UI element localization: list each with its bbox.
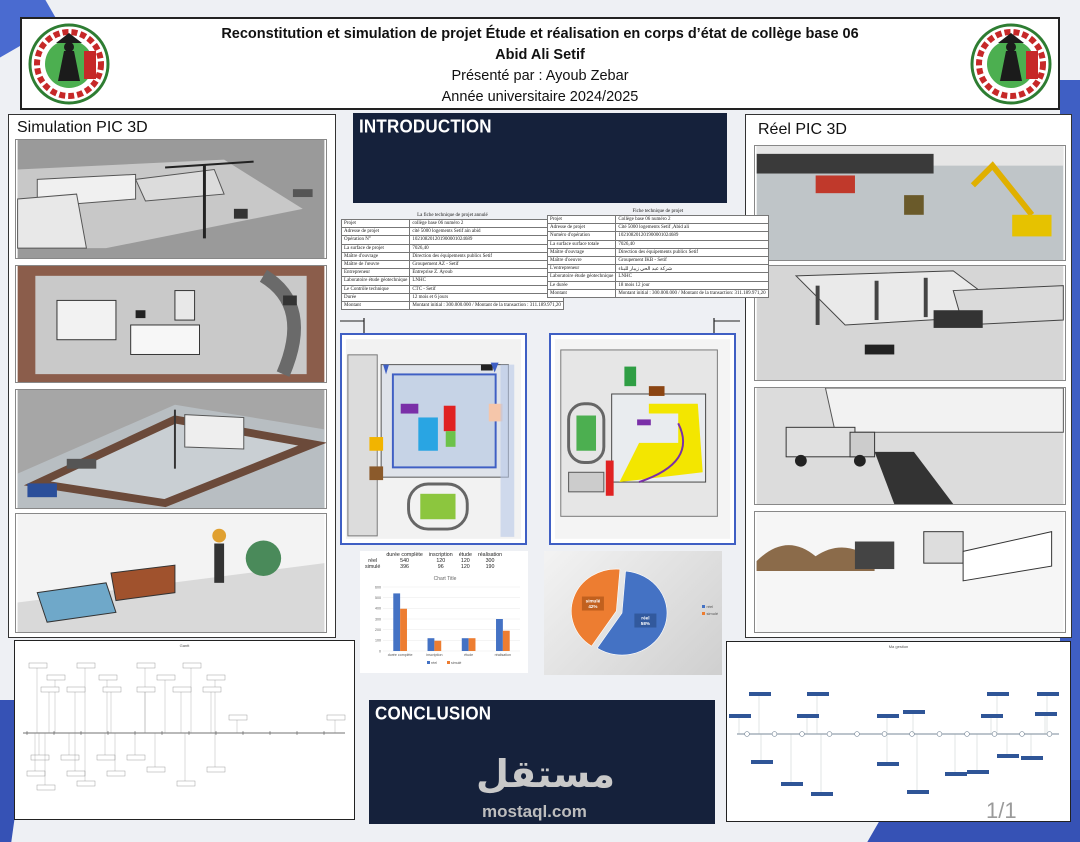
fiche-left-value: Direction des équipements publics Setif: [410, 252, 564, 260]
fiche-right-caption: Fiche technique de projet: [632, 209, 684, 214]
watermark-latin: mostaql.com: [482, 802, 587, 821]
fiche-right-key: Numéro d'opération: [548, 232, 616, 240]
timeline-right-event: [877, 762, 899, 766]
fiche-left-key: Adresse de projet: [342, 228, 410, 236]
fiche-left-value: Montant initial : 300.000.000 / Montant de la transaction : 311.189.971,20: [410, 301, 564, 309]
timeline-left: [14, 640, 355, 820]
timeline-left-event: [77, 781, 95, 786]
reel-panel-title: Réel PIC 3D: [758, 121, 847, 138]
legend-label-réel: réel: [431, 660, 437, 665]
legend-label-simulé: simulé: [451, 660, 462, 665]
timeline-right-node: [937, 732, 942, 737]
timeline-left-event: [29, 663, 47, 668]
fiche-right-key: Le durée: [548, 281, 616, 289]
fiche-right-key: Maître d'ouvrage: [548, 248, 616, 256]
timeline-right-node: [1020, 732, 1025, 737]
bar-table-header: étude: [458, 552, 472, 558]
bar-table-cell: 540: [400, 558, 409, 564]
timeline-left-event: [97, 755, 115, 760]
timeline-right-event: [811, 792, 833, 796]
bar-chart-xtick: réalisation: [494, 653, 512, 657]
timeline-left-event: [67, 771, 85, 776]
simulation-image-4: [15, 513, 327, 633]
timeline-left-event: [157, 675, 175, 680]
timeline-left-event: [177, 781, 195, 786]
fiche-right-value: Montant initial : 300.000.000 / Montant de la transaction: 311.189.971,20: [616, 289, 768, 297]
bar-chart-title: Chart Title: [433, 576, 457, 582]
bar-table-cell: réel: [368, 558, 378, 564]
page-indicator: 1/1: [986, 798, 1017, 823]
timeline-right-event: [1037, 692, 1059, 696]
legend-swatch-réel: [427, 661, 430, 664]
fiche-left-value: CTC - Setif: [410, 285, 564, 293]
fiche-right-row: [548, 281, 769, 289]
fiche-right-value: LNHC: [616, 273, 768, 281]
bar-table-cell: 120: [436, 558, 446, 564]
timeline-left-event: [77, 663, 95, 668]
introduction-label: INTRODUCTION: [359, 116, 492, 137]
simulation-image-3: [15, 389, 327, 509]
fiche-right-row: [548, 240, 769, 248]
timeline-left-event: [207, 767, 225, 772]
fiche-left-key: Projet: [342, 220, 410, 228]
bar-table-cell: 300: [485, 558, 495, 564]
simulation-panel: [8, 114, 336, 638]
introduction-box: [353, 113, 727, 203]
fiche-technique-left: [341, 212, 564, 310]
fiche-left-value: 102108201201900001024689: [410, 236, 564, 244]
timeline-right-event: [945, 772, 967, 776]
fiche-left-caption: La fiche technique de projet annulé: [417, 213, 488, 218]
poster-title: Reconstitution et simulation de projet Étude et réalisation en corps d’état de collège base 06: [221, 26, 859, 42]
reel-image-3: [754, 387, 1066, 505]
bar-simulé-1: [434, 641, 441, 651]
bar-table-cell: 96: [437, 564, 444, 570]
bar-chart-xtick: durée complète: [387, 653, 413, 657]
timeline-left-event: [31, 755, 49, 760]
timeline-left-event: [137, 687, 155, 692]
pie-label-simulé: simulé: [585, 598, 601, 604]
bar-chart-xtick: inscription: [426, 653, 443, 657]
timeline-right-node: [855, 732, 860, 737]
timeline-left-event: [327, 715, 345, 720]
fiche-right-value: Cité 5000 logements Setif ,Abid ali: [616, 224, 768, 232]
bar-table-cell: simulé: [365, 564, 381, 570]
timeline-right-event: [807, 692, 829, 696]
fiche-left-row: [342, 285, 564, 293]
timeline-right-event: [729, 714, 751, 718]
fiche-right-key: La surface surface totale: [548, 240, 616, 248]
bar-chart-ytick: 600: [375, 585, 381, 590]
timeline-left-event: [173, 687, 191, 692]
conclusion-label: CONCLUSION: [375, 703, 492, 724]
legend-swatch-simulé: [447, 661, 450, 664]
fiche-right-key: L'entrepreneur: [548, 265, 616, 273]
fiche-left-row: [342, 244, 564, 252]
timeline-right-event: [1021, 756, 1043, 760]
fiche-left-row: [342, 269, 564, 277]
timeline-right-event: [751, 760, 773, 764]
fiche-left-row: [342, 293, 564, 301]
bar-chart-ytick: 200: [375, 627, 381, 632]
bar-réel-2: [462, 638, 469, 651]
timeline-left-event: [37, 785, 55, 790]
fiche-left-key: Montant: [342, 301, 410, 309]
fiche-left-value: Entreprise Z. Ayoub: [410, 269, 564, 277]
pie-chart-panel: [544, 551, 722, 675]
timeline-left-event: [61, 755, 79, 760]
timeline-left-event: [183, 663, 201, 668]
timeline-left-event: [207, 675, 225, 680]
timeline-left-event: [103, 687, 121, 692]
fiche-right-row: [548, 265, 769, 273]
poster-header: [20, 17, 1060, 110]
timeline-right-event: [967, 770, 989, 774]
timeline-left-event: [27, 771, 45, 776]
simulation-image-2: [15, 265, 327, 383]
fiche-right-value: 102108201201900001024689: [616, 232, 768, 240]
fiche-left-value: collège base 06 numéro 2: [410, 220, 564, 228]
fiche-left-value: Groupement AZ - Setif: [410, 260, 564, 268]
bar-chart-ytick: 400: [375, 606, 381, 611]
fiche-right-key: Maître d'oeuvre: [548, 256, 616, 264]
reel-image-4: [754, 511, 1066, 633]
bar-table-header: inscription: [428, 552, 453, 558]
pie-chart: [544, 551, 722, 675]
timeline-right-event: [877, 714, 899, 718]
fiche-right-value: 7026,40: [616, 240, 768, 248]
timeline-right-event: [981, 714, 1003, 718]
timeline-right-node: [910, 732, 915, 737]
poster-author: Abid Ali Setif: [495, 47, 585, 63]
fiche-left-key: La surface de projet: [342, 244, 410, 252]
reel-image-2: [754, 265, 1066, 381]
fiche-right-row: [548, 248, 769, 256]
fiche-right-key: Laboratoire étude géotechnique: [548, 273, 616, 281]
timeline-left-event: [147, 767, 165, 772]
poster-presenter: Présenté par : Ayoub Zebar: [451, 68, 629, 84]
timeline-right-event: [987, 692, 1009, 696]
timeline-right-title: Ma gestion: [888, 644, 909, 649]
fiche-left-key: Opération N°: [342, 236, 410, 244]
bar-réel-1: [428, 638, 435, 651]
bar-table-header: réalisation: [477, 552, 503, 558]
reel-image-1: [754, 145, 1066, 261]
pie-legend-label-réel: réel: [706, 603, 714, 609]
fiche-left-value: 12 mois et 6 jours: [410, 293, 564, 301]
bar-chart-xtick: étude: [464, 653, 474, 657]
timeline-right-event: [797, 714, 819, 718]
fiche-right-row: [548, 232, 769, 240]
fiche-right-key: Adresse de projet: [548, 224, 616, 232]
timeline-right-node: [800, 732, 805, 737]
timeline-right-node: [827, 732, 832, 737]
fiche-right-row: [548, 256, 769, 264]
fiche-left-key: Laboratoire étude géotechnique: [342, 277, 410, 285]
bar-simulé-2: [469, 638, 476, 651]
bar-table-cell: 190: [485, 564, 495, 570]
fiche-right-key: Projet: [548, 216, 616, 224]
timeline-right: [726, 641, 1071, 822]
bar-table-cell: 120: [460, 558, 470, 564]
reel-panel: [745, 114, 1072, 638]
timeline-right-node: [1047, 732, 1052, 737]
fiche-left-value: LNHC: [410, 277, 564, 285]
timeline-left-event: [47, 675, 65, 680]
pie-legend-label-simulé: simulé: [706, 610, 719, 616]
timeline-right-event: [781, 782, 803, 786]
fiche-right-key: Montant: [548, 289, 616, 297]
timeline-right-event: [907, 790, 929, 794]
fiche-left-row: [342, 277, 564, 285]
fiche-left-value: cité 5000 logements Setif ain abid: [410, 228, 564, 236]
bar-table-header: durée complète: [386, 552, 423, 558]
timeline-right-event: [903, 710, 925, 714]
timeline-right-node: [745, 732, 750, 737]
timeline-left-event: [137, 663, 155, 668]
fiche-left-row: [342, 220, 564, 228]
fiche-right-row: [548, 289, 769, 297]
timeline-left-event: [107, 771, 125, 776]
fiche-right-value: Direction des équipements publics Setif: [616, 248, 768, 256]
timeline-left-event: [229, 715, 247, 720]
fiche-right-value: Collège base 06 numéro 2: [616, 216, 768, 224]
bar-table-cell: 396: [400, 564, 409, 570]
bar-chart-ytick: 0: [379, 649, 381, 654]
bar-réel-3: [496, 619, 503, 651]
timeline-left-diagram: [15, 641, 353, 817]
bar-réel-0: [393, 593, 400, 651]
timeline-left-title: Gantt: [179, 643, 190, 648]
bar-data-table: [362, 552, 505, 570]
fiche-left-row: [342, 252, 564, 260]
fiche-technique-right: [547, 208, 769, 298]
fiche-left-row: [342, 236, 564, 244]
timeline-left-event: [127, 755, 145, 760]
bar-table-row: [362, 564, 505, 570]
pie-label-simulé: 42%: [588, 604, 598, 610]
fiche-left-key: Maître de l'œuvre: [342, 260, 410, 268]
duration-comparison-chart: [360, 551, 528, 673]
fiche-left-value: 7026,40: [410, 244, 564, 252]
fiche-left-key: Maître d'ouvrage: [342, 252, 410, 260]
fiche-right-value: شركة عبد الحي زيبار للبناء: [616, 265, 768, 273]
watermark-arabic: مستقل: [476, 752, 615, 796]
timeline-left-event: [67, 687, 85, 692]
timeline-right-node: [992, 732, 997, 737]
pie-legend-swatch-réel: [702, 605, 705, 608]
bar-simulé-0: [400, 609, 407, 651]
bar-chart-ytick: 500: [375, 595, 381, 600]
fiche-left-row: [342, 301, 564, 309]
university-logo-right: [970, 21, 1052, 107]
fiche-left-key: Le Contrôle technique: [342, 285, 410, 293]
pie-label-réel: réel: [641, 615, 650, 621]
timeline-left-event: [99, 675, 117, 680]
timeline-right-event: [1035, 712, 1057, 716]
timeline-right-event: [997, 754, 1019, 758]
fiche-right-row: [548, 224, 769, 232]
site-plan-reel: [549, 333, 736, 545]
bar-chart-ytick: 300: [375, 617, 381, 622]
pie-legend-swatch-simulé: [702, 612, 705, 615]
fiche-right-row: [548, 273, 769, 281]
timeline-right-node: [882, 732, 887, 737]
simulation-image-1: [15, 139, 327, 259]
timeline-left-event: [41, 687, 59, 692]
fiche-left-key: Durée: [342, 293, 410, 301]
pie-label-réel: 58%: [640, 621, 651, 627]
fiche-left-row: [342, 228, 564, 236]
timeline-right-node: [772, 732, 777, 737]
poster-year: Année universitaire 2024/2025: [441, 89, 639, 105]
timeline-right-node: [965, 732, 970, 737]
fiche-left-key: Entrepreneur: [342, 269, 410, 277]
fiche-right-value: 18 mois 12 jour: [616, 281, 768, 289]
site-plan-simulation: [340, 333, 527, 545]
fiche-left-row: [342, 260, 564, 268]
bar-table-cell: 120: [460, 564, 470, 570]
bar-chart-ytick: 100: [375, 638, 381, 643]
timeline-left-event: [203, 687, 221, 692]
bar-chart: [365, 573, 525, 671]
fiche-right-value: Groupement IKB - Setif: [616, 256, 768, 264]
fiche-right-row: [548, 216, 769, 224]
simulation-panel-title: Simulation PIC 3D: [17, 119, 148, 136]
bar-simulé-3: [503, 631, 510, 651]
timeline-right-diagram: [727, 642, 1069, 819]
timeline-right-event: [749, 692, 771, 696]
